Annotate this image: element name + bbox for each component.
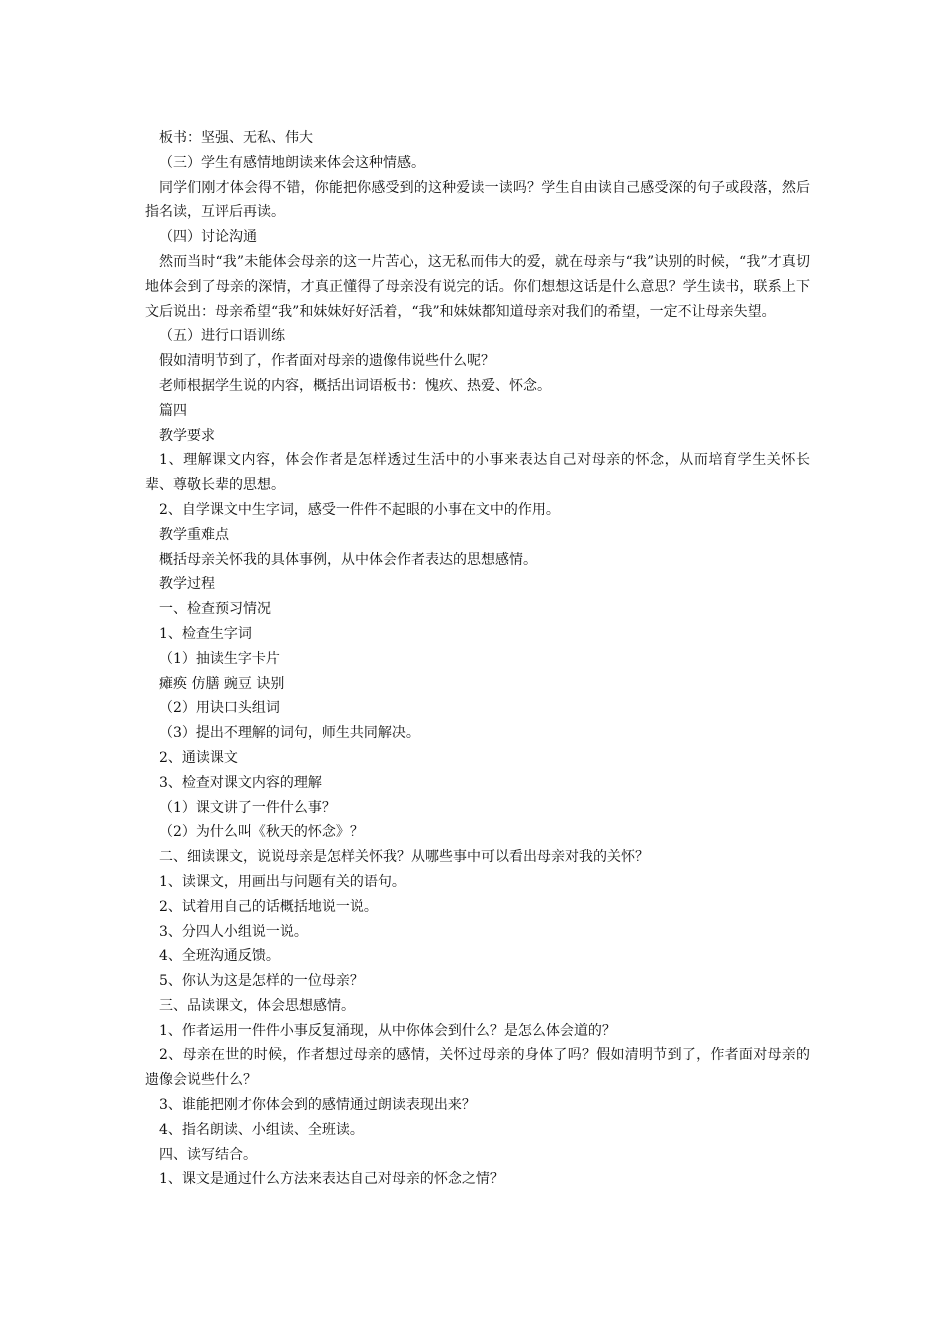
paragraph: 3、检查对课文内容的理解 (159, 774, 322, 791)
paragraph: 老师根据学生说的内容，概括出词语板书：愧疚、热爱、怀念。 (159, 377, 551, 394)
paragraph: 二、细读课文，说说母亲是怎样关怀我？从哪些事中可以看出母亲对我的关怀？ (159, 849, 649, 866)
paragraph: 1、检查生字词 (159, 625, 252, 642)
paragraph: 3、谁能把刚才你体会到的感情通过朗读表现出来？ (159, 1097, 476, 1114)
paragraph: 板书：坚强、无私、伟大 (159, 130, 313, 146)
paragraph: 2、通读课文 (159, 749, 238, 766)
paragraph: 4、全班沟通反馈。 (159, 948, 280, 965)
paragraph: 1、理解课文内容，体会作者是怎样透过生活中的小事来表达自己对母亲的怀念，从而培育学生关怀长辈、尊敬长辈的思想。 (145, 452, 810, 494)
paragraph: 一、检查预习情况 (159, 601, 271, 618)
paragraph: （3）提出不理解的词句，师生共同解决。 (159, 725, 420, 742)
paragraph: 教学重难点 (159, 526, 229, 543)
paragraph: 概括母亲关怀我的具体事例，从中体会作者表达的思想感情。 (159, 551, 537, 568)
paragraph: 假如清明节到了，作者面对母亲的遗像伟说些什么呢？ (159, 353, 495, 370)
paragraph: 2、试着用自己的话概括地说一说。 (159, 898, 378, 915)
paragraph: 1、作者运用一件件小事反复涌现，从中你体会到什么？是怎么体会道的？ (159, 1022, 616, 1039)
paragraph: 5、你认为这是怎样的一位母亲？ (159, 973, 364, 990)
document-body (145, 126, 810, 1192)
paragraph: 2、自学课文中生字词，感受一件件不起眼的小事在文中的作用。 (159, 501, 560, 518)
paragraph: 篇四 (159, 402, 187, 419)
paragraph: （五）进行口语训练 (159, 328, 285, 345)
paragraph: （2）用诀口头组词 (159, 700, 280, 717)
paragraph: （1）课文讲了一件什么事？ (159, 799, 336, 816)
paragraph: 4、指名朗读、小组读、全班读。 (159, 1121, 364, 1138)
paragraph: 1、读课文，用画出与问题有关的语句。 (159, 873, 406, 890)
paragraph: 1、课文是通过什么方法来表达自己对母亲的怀念之情？ (159, 1171, 504, 1188)
paragraph: （2）为什么叫《秋天的怀念》？ (159, 824, 364, 841)
paragraph: 瘫痪 仿膳 豌豆 诀别 (159, 675, 285, 692)
paragraph: 然而当时“我”未能体会母亲的这一片苦心，这无私而伟大的爱，就在母亲与“我”诀别的时候，“我”才真切地体会到了母亲的深情，才真正懂得了母亲没有说完的话。你们想想这话是什么意思？学生读书，联系上下文后说出：母亲希望“我”和妹妹好好活着，“我”和妹妹都知道母亲对我们的希望，一定不让母亲失望。 (145, 253, 810, 320)
paragraph: （1）抽读生字卡片 (159, 650, 280, 667)
paragraph: 四、读写结合。 (159, 1146, 257, 1163)
paragraph: 2、母亲在世的时候，作者想过母亲的感情，关怀过母亲的身体了吗？假如清明节到了，作者面对母亲的遗像会说些什么？ (145, 1047, 810, 1089)
paragraph: 三、品读课文，体会思想感情。 (159, 997, 355, 1014)
paragraph: 同学们刚才体会得不错，你能把你感受到的这种爱读一读吗？学生自由读自己感受深的句子或段落，然后指名读，互评后再读。 (145, 179, 810, 221)
paragraph: （三）学生有感情地朗读来体会这种情感。 (159, 154, 425, 171)
paragraph: （四）讨论沟通 (159, 229, 257, 246)
paragraph: 教学要求 (159, 427, 215, 444)
paragraph: 教学过程 (159, 576, 215, 593)
paragraph: 3、分四人小组说一说。 (159, 923, 308, 940)
